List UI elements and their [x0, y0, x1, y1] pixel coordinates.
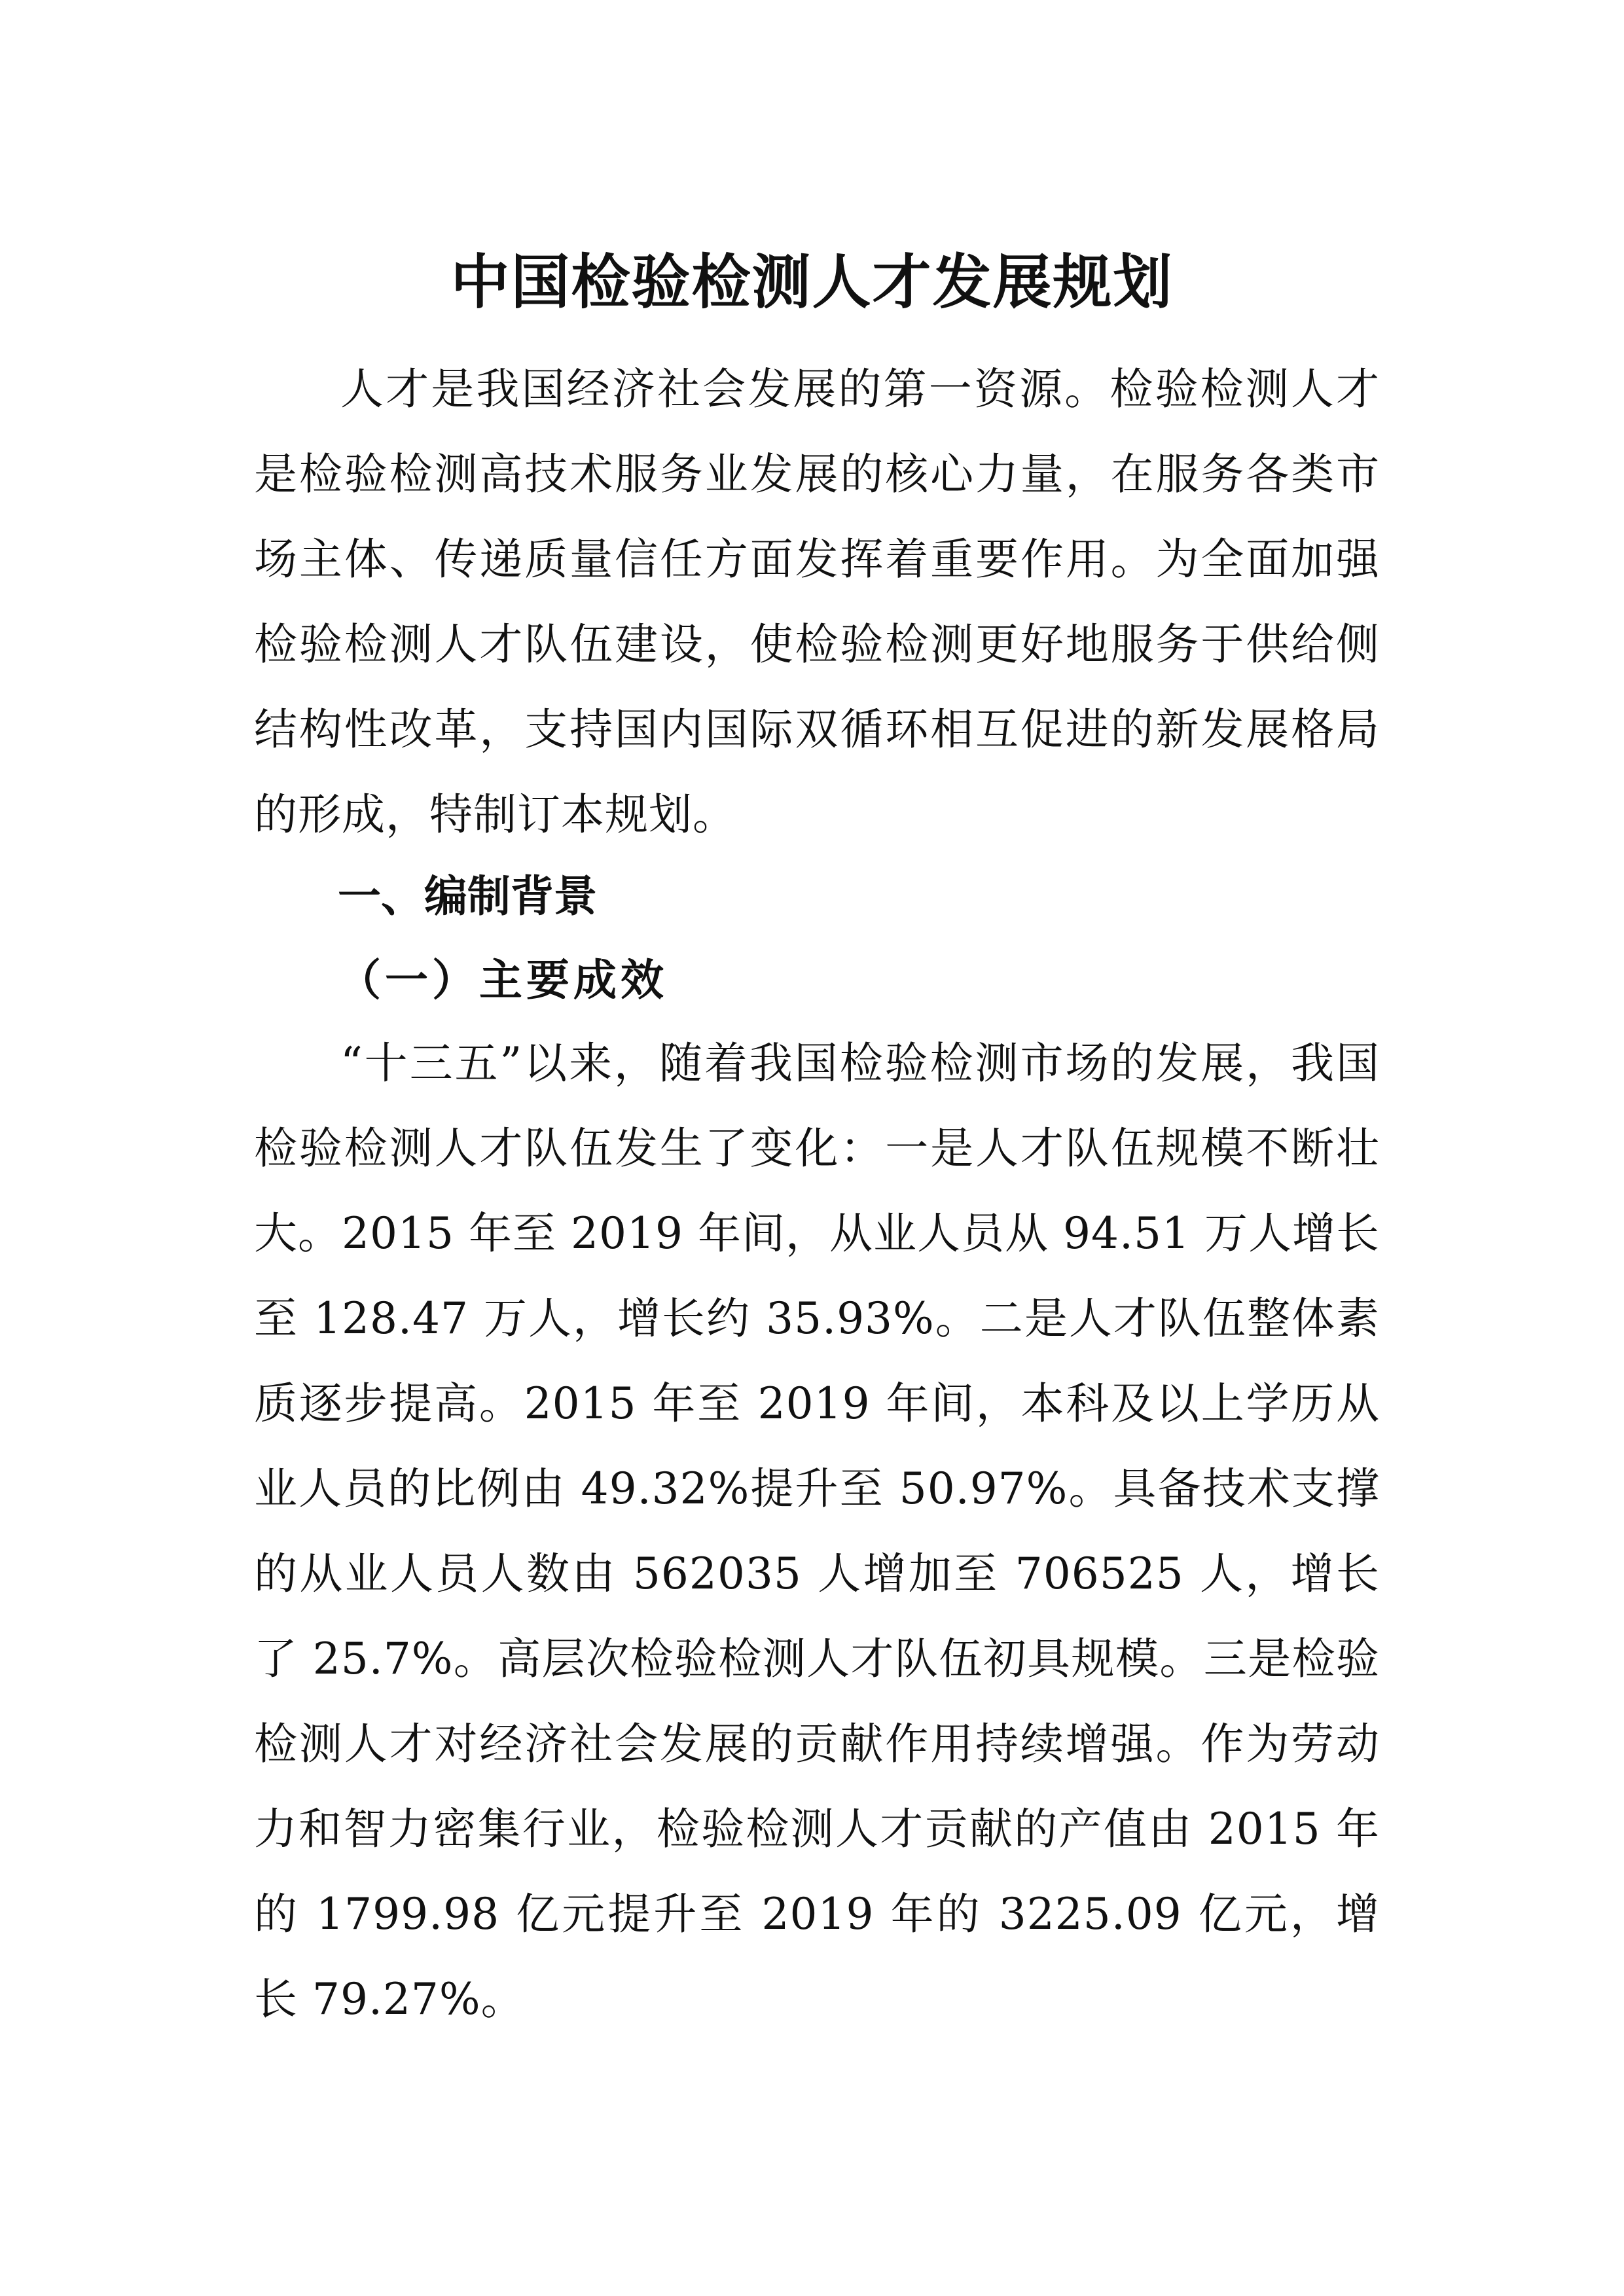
achievements-paragraph: “十三五”以来，随着我国检验检测市场的发展，我国检验检测人才队伍发生了变化：一是人才队伍规模不断壮大。2015 年至 2019 年间，从业人员从 94.51 万人增长至 128.47 万人，增长约 35.93%。二是人才队伍整体素质逐步提高。2015 年至 2019 年间，本科及以上学历从业人员的比例由 49.32%提升至 50.97%。具备技术支撑的从业人员人数由 562035 人增加至 706525 人，增长了 25.7%。高层次检验检测人才队伍初具规模。三是检验检测人才对经济社会发展的贡献作用持续增强。作为劳动力和智力密集行业，检验检测人才贡献的产值由 2015 年的 1799.98 亿元提升至 2019 年的 3225.09 亿元，增长 79.27%。 [254, 1038, 1380, 2024]
subsection-heading-main-achievements: （一）主要成效 [338, 954, 668, 1005]
intro-paragraph: 人才是我国经济社会发展的第一资源。检验检测人才是检验检测高技术服务业发展的核心力量，在服务各类市场主体、传递质量信任方面发挥着重要作用。为全面加强检验检测人才队伍建设，使检验检测更好地服务于供给侧结构性改革，支持国内国际双循环相互促进的新发展格局的形成，特制订本规划。 [254, 364, 1380, 840]
document-title: 中国检验检测人才发展规划 [450, 248, 1174, 317]
section-heading-background: 一、编制背景 [338, 871, 597, 922]
